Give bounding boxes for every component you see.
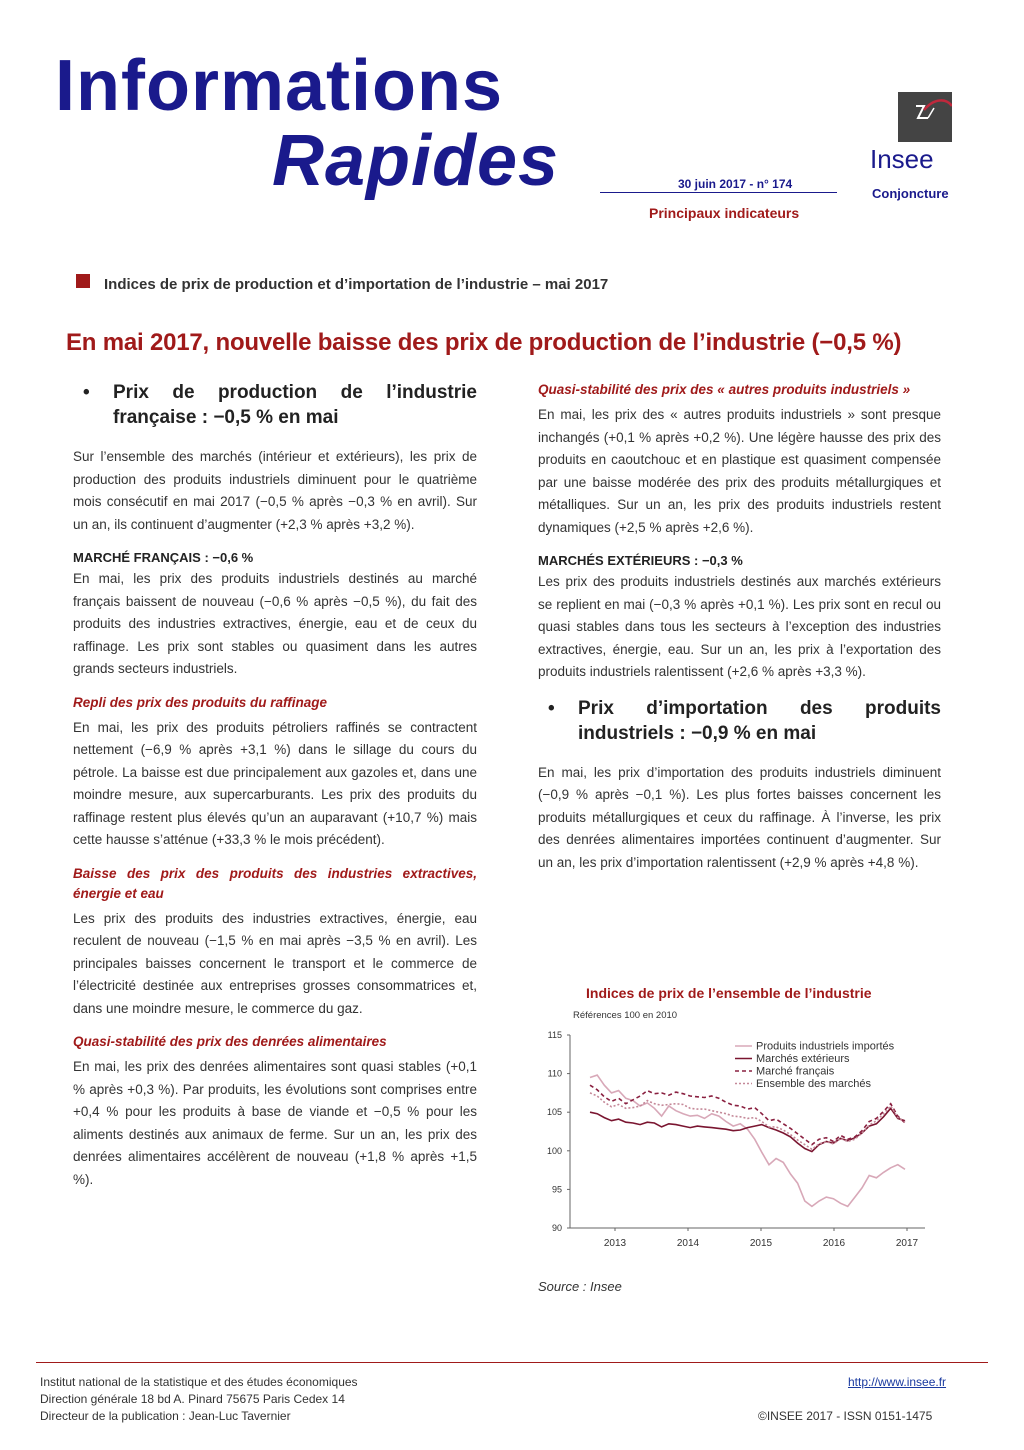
subsection-heading: Baisse des prix des produits des industries extractives, énergie et eau [73, 865, 477, 901]
y-tick-label: 90 [551, 1223, 562, 1233]
y-tick-label: 110 [547, 1068, 562, 1079]
paragraph: En mai, les prix des denrées alimentaires sont quasi stables (+0,1 % après +0,3 %). Par produits, les évolutions sont comprises entre +0,4 % pour les produits à base de viande et −0,5 % pour les aliments destinés aux animaux de ferme. Sur un an, les prix des denrées alimentaires accélèrent de nouveau (+1,8 % après +1,5 %). [73, 1059, 477, 1187]
x-tick-label: 2013 [603, 1238, 627, 1249]
subsection-heading: Quasi-stabilité des prix des denrées alimentaires [73, 1034, 387, 1049]
insee-logo-name: Insee [870, 144, 934, 174]
y-tick-label: 115 [547, 1030, 562, 1040]
paragraph: En mai, les prix des produits industriels destinés au marché français baissent de nouveau (−0,6 % après −0,5 %), du fait des produits des industries extractives, énergie, eau et de ceux du raffinage. Les prix sont stables ou quasiment dans les autres grands secteurs industriels. [73, 571, 477, 676]
legend-label: Ensemble des marchés [756, 1078, 871, 1090]
paragraph: Les prix des produits des industries extractives, énergie, eau reculent de nouveau (−1,5 % en mai après −3,5 % en avril). Les principales baisses concernent le transport et le commerce de l’électricité destinée aux entreprises grosses consommatrices et, dans une moindre mesure, le commerce du gaz. [73, 910, 477, 1016]
section-heading: • Prix d’importation des produits industriels : −0,9 % en mai [538, 696, 941, 746]
section-heading: • Prix de production de l’industrie française : −0,5 % en mai [73, 380, 477, 430]
legend-label: Produits industriels importés [756, 1040, 895, 1053]
paragraph: En mai, les prix des « autres produits industriels » sont presque inchangés (+0,1 % après +0,2 %). Une légère hausse des prix des produits en caoutchouc et en plastique est quasiment compensée par une baisse modérée des prix des produits métallurgiques et métalliques. Sur un an, les prix des produits industriels restent dynamiques (+2,5 % après +2,6 %). [538, 407, 941, 535]
x-tick-label: 2014 [676, 1238, 700, 1249]
footer-institute: Institut national de la statistique et des études économiques [40, 1375, 358, 1389]
paragraph: Sur l’ensemble des marchés (intérieur et extérieurs), les prix de production des produits industriels diminuent pour le quatrième mois consécutif en mai 2017 (−0,5 % après −0,3 % en avril). Sur un an, ils continuent d’augmenter (+2,3 % après +3,2 %). [73, 449, 477, 532]
bullet-icon: • [83, 382, 90, 403]
footer-address: Direction générale 18 bd A. Pinard 75675 Paris Cedex 14 [40, 1392, 345, 1406]
y-tick-label: 100 [546, 1145, 562, 1156]
subject-line: Indices de prix de production et d’importation de l’industrie – mai 2017 [104, 276, 609, 293]
chart-note: Références 100 en 2010 [573, 1010, 678, 1021]
insee-logo-subtitle: Conjoncture [872, 186, 949, 201]
paragraph: Les prix des produits industriels destinés aux marchés extérieurs se replient en mai (−0,3 % après +0,1 %). Les prix sont en recul ou quasi stables dans tous les secteurs à l’exception des industries extractives, énergie, eau. Sur un an, les prix à l’exportation des produits industriels ralentissent (+2,6 % après +3,3 %). [538, 574, 941, 679]
series-line-1 [590, 1075, 905, 1206]
subject-bullet-icon [76, 274, 90, 288]
series-line-4 [590, 1093, 905, 1149]
publication-subtitle: Rapides [272, 121, 560, 201]
bullet-icon: • [548, 697, 555, 719]
y-tick-label: 105 [546, 1107, 562, 1118]
legend-label: Marchés extérieurs [756, 1053, 850, 1065]
paragraph: En mai, les prix des produits pétroliers raffinés se contractent nettement (−6,9 % après +3,1 %) dans le sillage du cours du pétrole. La baisse est due principalement aux gazoles et, dans une moindre mesure, aux supercarburants. Les prix des produits du raffinage restent plus élevés qu’un an auparavant (+10,7 %) mais cette hausse s’atténue (+33,3 % le mois précédent). [73, 719, 477, 847]
subsection-heading: Repli des prix des produits du raffinage [73, 694, 328, 710]
publication-title: Informations [55, 46, 504, 126]
footer-rule [36, 1362, 988, 1363]
headline: En mai 2017, nouvelle baisse des prix de production de l’industrie (−0,5 %) [66, 329, 902, 356]
price-index-chart [530, 1020, 940, 1260]
insee-logo-graphic-icon [898, 92, 952, 142]
header-rule [600, 192, 837, 193]
series-label: Principaux indicateurs [649, 205, 800, 221]
x-tick-label: 2015 [749, 1238, 773, 1249]
chart-source: Source : Insee [538, 1279, 622, 1294]
chart-title: Indices de prix de l’ensemble de l’industrie [586, 985, 872, 1001]
footer-director: Directeur de la publication : Jean-Luc Tavernier [40, 1409, 291, 1423]
left-column [73, 380, 477, 1203]
footer-copyright: ©INSEE 2017 - ISSN 0151-1475 [758, 1409, 933, 1423]
y-tick-label: 95 [551, 1184, 562, 1195]
subsection-heading: MARCHÉS EXTÉRIEURS : −0,3 % [538, 553, 743, 568]
subsection-heading: Quasi-stabilité des prix des « autres produits industriels » [538, 382, 911, 397]
legend-label: Marché français [756, 1065, 835, 1078]
right-column [538, 380, 941, 886]
insee-website-link[interactable]: http://www.insee.fr [848, 1375, 947, 1389]
subsection-heading: MARCHÉ FRANÇAIS : −0,6 % [73, 550, 254, 565]
x-tick-label: 2016 [822, 1238, 846, 1249]
issue-date: 30 juin 2017 - n° 174 [678, 177, 793, 191]
paragraph: En mai, les prix d’importation des produits industriels diminuent (−0,9 % après −0,1 %). Les plus fortes baisses concernent les produits métallurgiques et ceux du raffinage. À l’inverse, les prix des denrées alimentaires importées continuent d’augmenter. Sur un an, les prix d’importation ralentissent (+2,9 % après +4,8 %). [538, 764, 941, 870]
x-tick-label: 2017 [895, 1238, 919, 1249]
